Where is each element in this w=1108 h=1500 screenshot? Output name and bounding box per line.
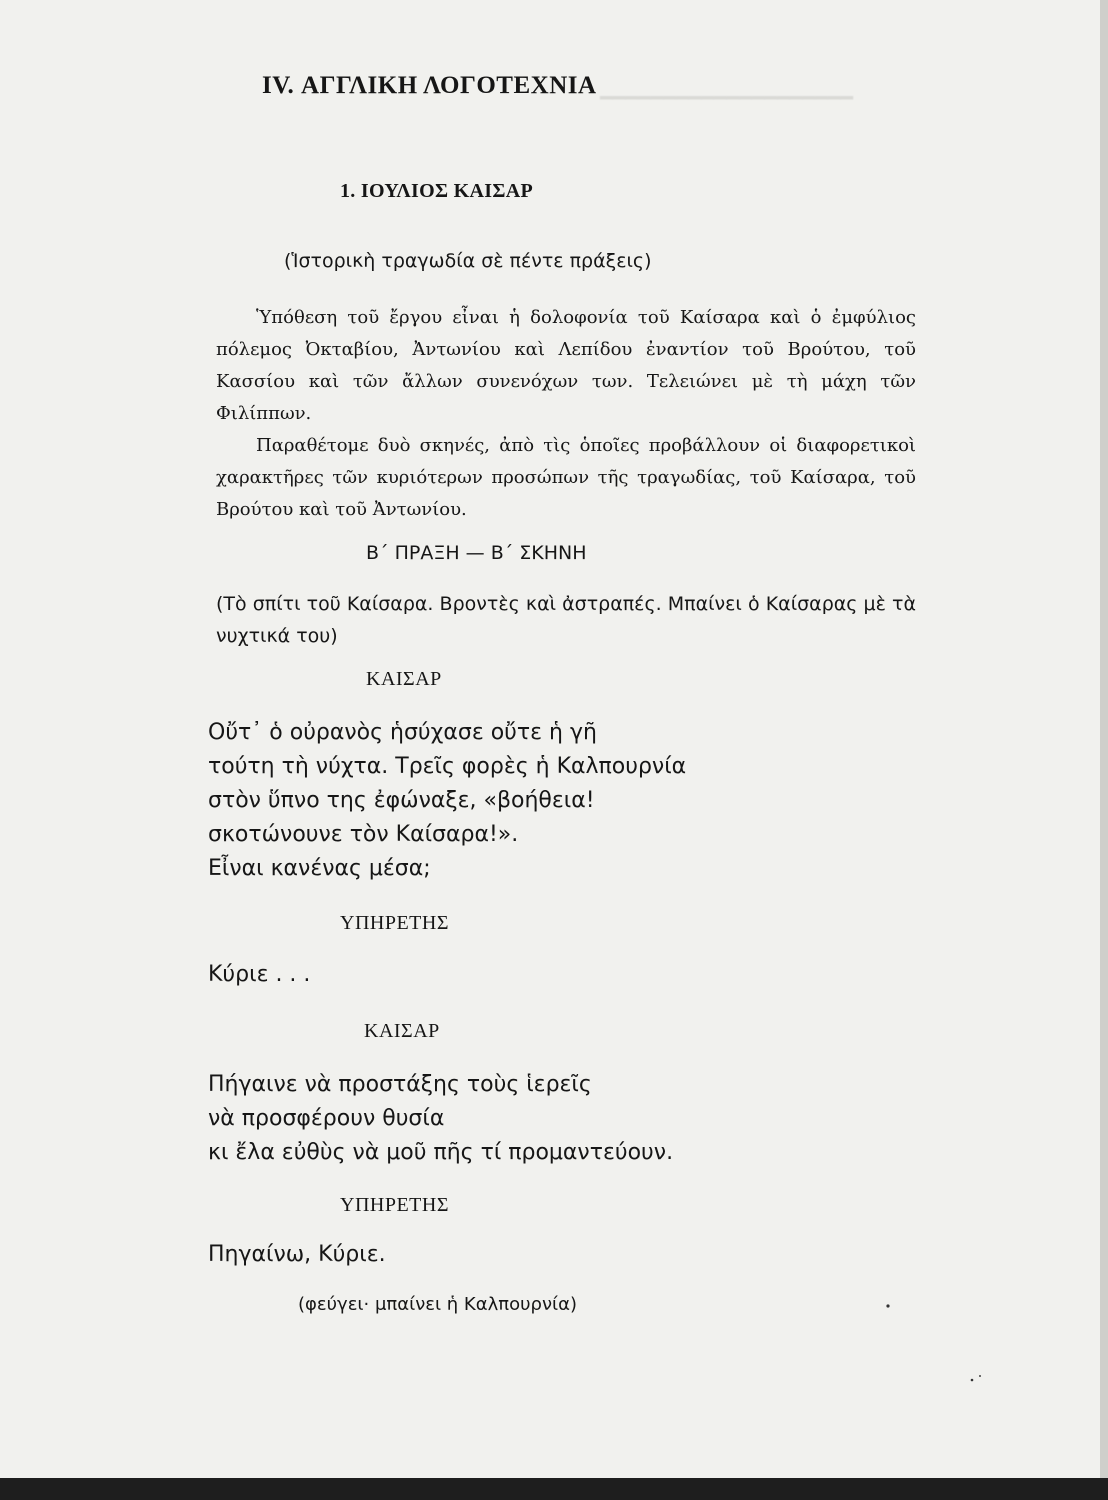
page-edge	[1100, 0, 1108, 1500]
verse-line: Οὔτ᾽ ὁ οὐρανὸς ἡσύχασε οὔτε ἡ γῆ	[208, 720, 597, 745]
section-title: 1. ΙΟΥΛΙΟΣ ΚΑΙΣΑΡ	[340, 180, 533, 202]
intro-paragraph-2: Παραθέτομε δυὸ σκηνές, ἀπὸ τὶς ὁποῖες προβάλλουν οἱ διαφορετικοὶ χαρακτῆρες τῶν κυριότερων προσώπων τῆς τραγωδίας, τοῦ Καίσαρα, τοῦ Βρούτου καὶ τοῦ Ἀντωνίου.	[216, 435, 916, 520]
verse-line: κι ἔλα εὐθὺς νὰ μοῦ πῆς τί προμαντεύουν.	[208, 1140, 674, 1165]
speaker-label: ΚΑΙΣΑΡ	[364, 1020, 440, 1042]
speaker-label: ΥΠΗΡΕΤΗΣ	[340, 1194, 449, 1216]
chapter-title: IV. ΑΓΓΛΙΚΗ ΛΟΓΟΤΕΧΝΙΑ	[262, 72, 597, 99]
verse-line: σκοτώνουνε τὸν Καίσαρα!».	[208, 822, 519, 847]
intro-paragraph-1: Ὑπόθεση τοῦ ἔργου εἶναι ἡ δολοφονία τοῦ Καίσαρα καὶ ὁ ἐμφύλιος πόλεμος Ὀκταβίου, Ἀντωνίου καὶ Λεπίδου ἐναντίον τοῦ Βρούτου, τοῦ Κασσίου καὶ τῶν ἄλλων συνενόχων των. Τελειώνει μὲ τὴ μάχη τῶν Φιλίππων.	[216, 307, 916, 424]
verse-line: Πήγαινε νὰ προστάξης τοὺς ἱερεῖς	[208, 1072, 592, 1097]
verse-line: Πηγαίνω, Κύριε.	[208, 1242, 386, 1267]
act-scene-heading: Β΄ ΠΡΑΞΗ — Β΄ ΣΚΗΝΗ	[366, 542, 587, 564]
subtitle: (Ἱστορικὴ τραγωδία σὲ πέντε πράξεις)	[284, 250, 652, 272]
stage-direction: (Τὸ σπίτι τοῦ Καίσαρα. Βροντὲς καὶ ἀστραπές. Μπαίνει ὁ Καίσαρας μὲ τὰ νυχτικά του)	[216, 593, 916, 647]
verse-line: Κύριε . . .	[208, 962, 311, 987]
verse-line: στὸν ὕπνο της ἐφώναξε, «βοήθεια!	[208, 788, 595, 813]
verse-line: Εἶναι κανένας μέσα;	[208, 856, 431, 881]
scan-border	[0, 1478, 1108, 1500]
final-stage-direction: (φεύγει· μπαίνει ἡ Καλπουρνία)	[298, 1294, 577, 1315]
speaker-label: ΥΠΗΡΕΤΗΣ	[340, 912, 449, 934]
verse-line: νὰ προσφέρουν θυσία	[208, 1106, 445, 1131]
bleed-through-decoration: ━━━━━━━━━━━━━━━━━━━━	[600, 86, 853, 110]
speaker-label: ΚΑΙΣΑΡ	[366, 668, 442, 690]
verse-line: τούτη τὴ νύχτα. Τρεῖς φορὲς ἡ Καλπουρνία	[208, 754, 687, 779]
